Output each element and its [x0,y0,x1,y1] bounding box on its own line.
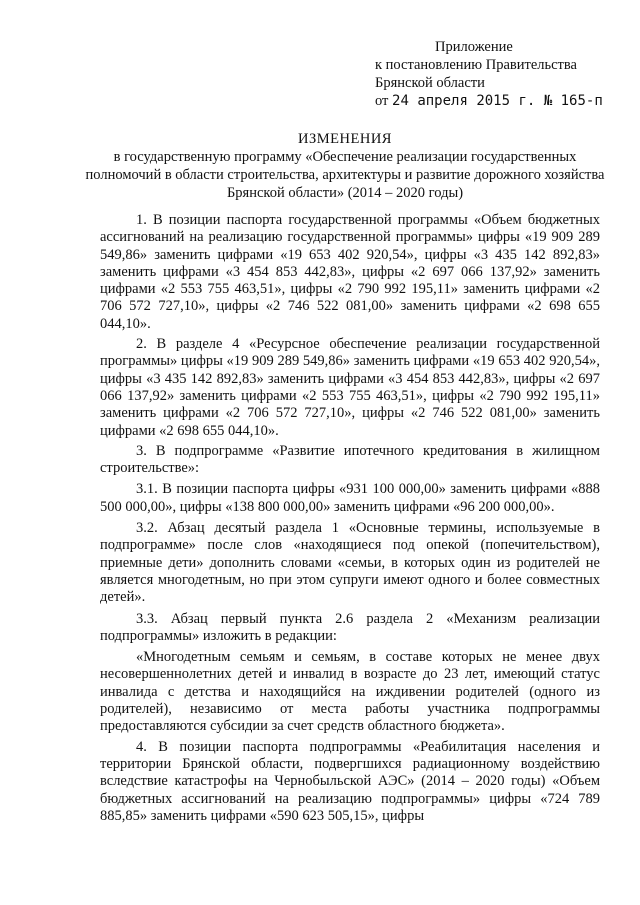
document-title [85,130,605,202]
paragraph-3: 3. В подпрограмме «Развитие ипотечного кредитования в жилищном строительстве»: [100,442,600,477]
title-heading: ИЗМЕНЕНИЯ [298,131,392,147]
annex-date-number: 24 апреля 2015 г. № 165-п [392,93,603,109]
title-subtitle: в государственную программу «Обеспечение реализации государственных полномочий в области строительства, архитектуры и развитие дорожного хозяйства Брянской области» (2014 – 2020 годы) [85,149,605,201]
paragraph-1: 1. В позиции паспорта государственной программы «Объем бюджетных ассигнований на реализацию государственной программы» цифры «19 909 289 549,86» заменить цифрами «19 653 402 920,54», цифры «3 435 142 892,83» заменить цифрами «3 454 853 442,83», цифры «2 697 066 137,92» заменить цифрами «2 553 755 463,51», цифры «2 790 992 195,11» заменить цифрами «2 706 572 727,10», цифры «2 746 522 081,00» заменить цифрами «2 698 655 044,10». [100,212,600,332]
annex-title: Приложение [435,39,513,55]
annex-date-prefix: от [375,93,389,109]
paragraph-3-3-quote: «Многодетным семьям и семьям, в составе которых не менее двух несовершеннолетних детей и инвалид в возрасте до 23 лет, имеющий статус инвалида с детства и находящийся на иждивении родителей (одного из родителей), независимо от места работы участника подпрограммы предоставляются субсидии за счет средств областного бюджета». [100,649,600,735]
annex-line-date [375,92,625,110]
annex-block [375,38,625,110]
annex-line-resolution: к постановлению Правительства [375,57,577,73]
document-body [100,212,600,828]
paragraph-3-2: 3.2. Абзац десятый раздела 1 «Основные термины, используемые в подпрограмме» после слов «находящиеся под опекой (попечительством), приемные дети» дополнить словами «семьи, в которых один из родителей не является многодетным, но при этом супруги имеют одного и более совместных детей». [100,520,600,606]
paragraph-3-1: 3.1. В позиции паспорта цифры «931 100 000,00» заменить цифрами «888 500 000,00», цифры «138 800 000,00» заменить цифрами «96 200 000,00». [100,481,600,515]
paragraph-2: 2. В разделе 4 «Ресурсное обеспечение реализации государственной программы» цифры «19 909 289 549,86» заменить цифрами «19 653 402 920,54», цифры «3 435 142 892,83» заменить цифрами «3 454 853 442,83», цифры «2 697 066 137,92» заменить цифрами «2 553 755 463,51», цифры «2 790 992 195,11» заменить цифрами «2 706 572 727,10», цифры «2 746 522 081,00» заменить цифрами «2 698 655 044,10». [100,336,600,439]
paragraph-4: 4. В позиции паспорта подпрограммы «Реабилитация населения и территории Брянской области, подвергшихся радиационному воздействию вследствие катастрофы на Чернобыльской АЭС» (2014 – 2020 годы) «Объем бюджетных ассигнований на реализацию подпрограммы» цифры «724 789 885,85» заменить цифрами «590 623 505,15», цифры [100,738,600,824]
paragraph-3-3: 3.3. Абзац первый пункта 2.6 раздела 2 «Механизм реализации подпрограммы» изложить в редакции: [100,610,600,644]
annex-line-region: Брянской области [375,75,485,91]
